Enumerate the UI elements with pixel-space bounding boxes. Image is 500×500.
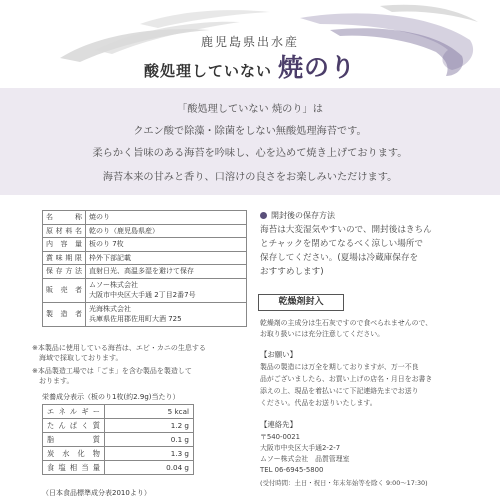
allergen-note: おります。 <box>32 377 74 385</box>
nutrient-name: たんぱく質 <box>43 419 105 433</box>
maker-value <box>86 302 247 326</box>
origin-label: 鹿児島県出水産 <box>0 33 500 51</box>
storage-line: とチャックを閉めてなるべく涼しい場所で <box>260 239 424 249</box>
table-row <box>43 447 194 461</box>
spec-key: 賞味期限 <box>43 251 86 265</box>
contact-hours: (受付時間：土日・祝日・年末年始等を除く 9:00～17:30) <box>260 479 428 487</box>
bullet-dot-icon <box>260 212 267 219</box>
request-line: 品がございましたら、お買い上げの店名・月日をお書き <box>260 375 433 383</box>
table-row <box>43 238 247 252</box>
spec-key: 保存方法 <box>43 265 86 279</box>
table-row <box>43 461 194 475</box>
intro-line: 柔らかく旨味のある海苔を吟味し、心を込めて焼き上げております。 <box>92 148 408 159</box>
product-spec-table <box>42 210 247 327</box>
request-heading: 【お願い】 <box>260 350 297 359</box>
spec-key: 原材料名 <box>43 224 86 238</box>
request-line: 製品の製造には万全を期しておりますが、万一不良 <box>260 363 419 371</box>
contact-heading: 【連絡先】 <box>260 420 297 429</box>
maker-address: 兵庫県佐用郡佐用町大酒 725 <box>89 315 182 323</box>
storage-line: 保存してください。(夏場は冷蔵庫保存を <box>260 253 419 263</box>
nutrition-title: 栄養成分表示（板のり1枚(約2.9g)当たり） <box>42 393 180 401</box>
seller-name: ムソー株式会社 <box>89 280 138 289</box>
desiccant-label: 乾燥剤封入 <box>258 294 344 311</box>
product-name: 焼のり <box>278 53 357 82</box>
nutrient-name: 脂 質 <box>43 433 105 447</box>
spec-key: 製 造 者 <box>43 302 86 326</box>
intro-line: 海苔本来の甘みと香り、口溶けの良さをお楽しみいただけます。 <box>102 172 398 183</box>
nutrient-name: 炭水化物 <box>43 447 105 461</box>
nutrient-name: 食塩相当量 <box>43 461 105 475</box>
nutrient-value: 1.2 g <box>105 419 194 433</box>
spec-value: 焼のり <box>86 211 247 225</box>
table-row <box>43 302 247 326</box>
table-row <box>43 405 194 419</box>
storage-heading-label: 開封後の保存方法 <box>271 211 335 220</box>
request-line: ください。代品をお送りいたします。 <box>260 399 377 407</box>
page-title <box>0 54 500 84</box>
intro-band <box>0 88 500 195</box>
seller-address: 大阪市中央区大手通 2丁目2番7号 <box>89 291 196 299</box>
storage-heading <box>260 210 335 221</box>
contact-line: 大阪市中央区大手通2-2-7 <box>260 444 341 452</box>
nutrition-table <box>42 404 194 475</box>
spec-value: 枠外下部記載 <box>86 251 247 265</box>
allergen-note: 海域で採取しております。 <box>32 354 123 362</box>
desiccant-line: お取り扱いには充分注意してください。 <box>260 330 385 338</box>
table-row <box>43 278 247 302</box>
seller-value <box>86 278 247 302</box>
contact-phone: TEL 06-6945-5800 <box>260 466 324 474</box>
intro-line: 「酸処理していない 焼のり」は <box>177 104 323 115</box>
intro-line: クエン酸で除藻・除菌をしない無酸処理海苔です。 <box>133 126 367 137</box>
spec-key: 販 売 者 <box>43 278 86 302</box>
table-row <box>43 265 247 279</box>
spec-value: 乾のり（鹿児島県産） <box>86 224 247 238</box>
desiccant-line: 乾燥剤の主成分は生石灰ですので食べられませんので、 <box>260 319 433 327</box>
spec-key: 内 容 量 <box>43 238 86 252</box>
nutrient-value: 0.1 g <box>105 433 194 447</box>
spec-key: 名 称 <box>43 211 86 225</box>
table-row <box>43 419 194 433</box>
contact-line: ムソー株式会社 品質管理室 <box>260 455 350 463</box>
maker-name: 光海株式会社 <box>89 304 131 313</box>
nutrient-name: エネルギー <box>43 405 105 419</box>
allergen-note: ※本品製造工場では「ごま」を含む製品を製造して <box>32 367 192 375</box>
nutrient-value: 1.3 g <box>105 447 194 461</box>
spec-value: 直射日光、高温多湿を避けて保存 <box>86 265 247 279</box>
nutrient-value: 5 kcal <box>105 405 194 419</box>
table-row <box>43 433 194 447</box>
storage-line: 海苔は大変湿気やすいので、開封後はきちん <box>260 225 432 235</box>
table-row <box>43 224 247 238</box>
spec-value: 板のり 7枚 <box>86 238 247 252</box>
contact-line: 〒540-0021 <box>260 433 301 441</box>
allergen-note: ※本製品に使用している海苔は、エビ・カニの生息する <box>32 344 206 352</box>
title-prefix: 酸処理していない <box>143 62 272 80</box>
header <box>0 0 500 90</box>
nutrient-value: 0.04 g <box>105 461 194 475</box>
request-line: 添えの上、現品を着払いにて下記連絡先までお送り <box>260 387 419 395</box>
table-row <box>43 211 247 225</box>
table-row <box>43 251 247 265</box>
nutrition-source: （日本食品標準成分表2010より） <box>42 489 151 497</box>
storage-line: おすすめします) <box>260 267 324 277</box>
